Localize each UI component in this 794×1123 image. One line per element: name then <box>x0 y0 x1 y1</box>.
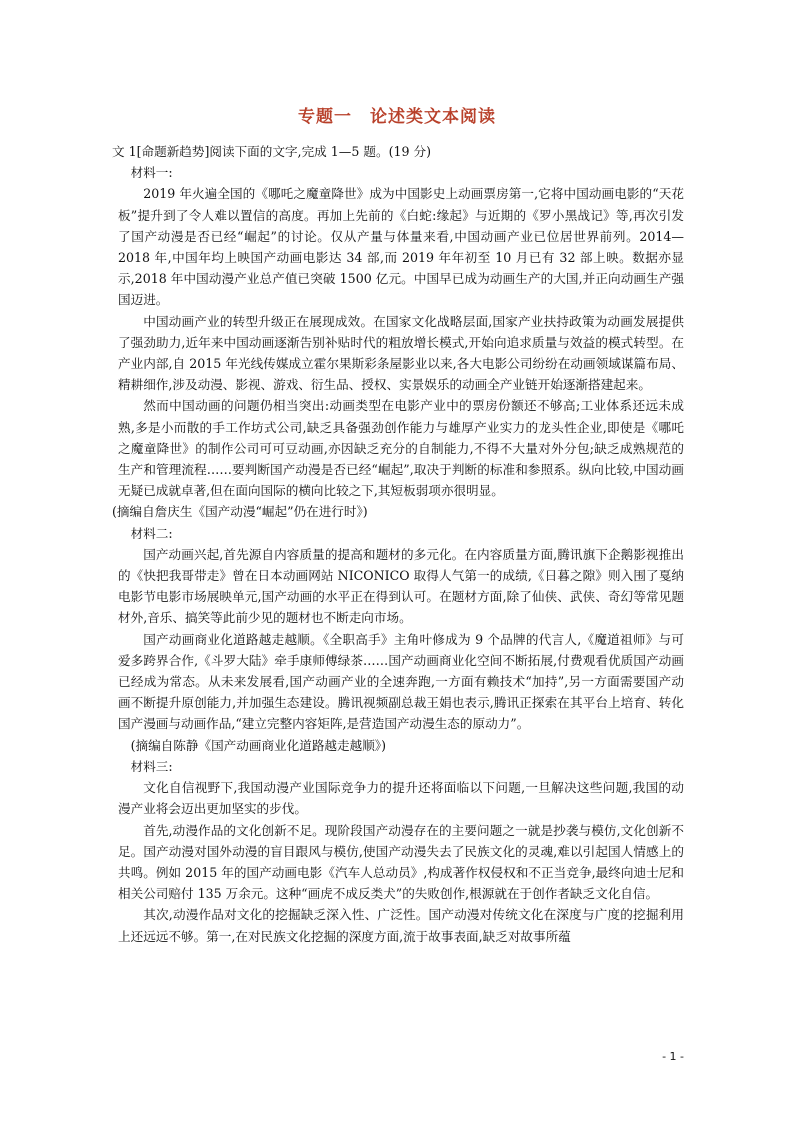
material-two-source: (摘编自陈静《国产动画商业化道路越走越顺》) <box>130 737 386 753</box>
material-three-label: 材料三: <box>130 758 173 774</box>
material-two-paragraph-1: 国产动画兴起,首先源自内容质量的提高和题材的多元化。在内容质量方面,腾讯旗下企鹅影视推出的《快把我哥带走》曾在日本动画网站 NICONICO 取得人气第一的成绩,《日暮之隙》则入围了戛纳电影节电影市场展映单元,国产动画的水平正在得到认可。在题材方面,除了仙侠、武侠、奇幻等常见题材外,音乐、搞笑等此前少见的题材也不断走向市场。 <box>118 546 684 626</box>
page-title: 专题一 论述类文本阅读 <box>298 107 496 127</box>
material-one-paragraph-2: 中国动画产业的转型升级正在展现成效。在国家文化战略层面,国家产业扶持政策为动画发展提供了强劲助力,近年来中国动画逐渐告别补贴时代的粗放增长模式,开始向追求质量与效益的模式转型。在产业内部,自 2015 年光线传媒成立霍尔果斯彩条屋影业以来,各大电影公司纷纷在动画领域谋篇布局、精耕细作,涉及动漫、影视、游戏、衍生品、授权、实景娱乐的动画全产业链开始逐渐搭建起来。 <box>118 313 684 393</box>
material-one-source: (摘编自詹庆生《国产动漫“崛起”仍在进行时》) <box>112 504 368 520</box>
material-three-paragraph-1: 文化自信视野下,我国动漫产业国际竞争力的提升还将面临以下问题,一旦解决这些问题,我国的动漫产业将会迈出更加坚实的步伐。 <box>118 780 684 817</box>
material-one-label: 材料一: <box>130 165 173 181</box>
page-number: - 1 - <box>662 1050 684 1063</box>
question-intro: 文 1[命题新趋势]阅读下面的文字,完成 1—5 题。(19 分) <box>112 144 432 159</box>
material-three-paragraph-3: 其次,动漫作品对文化的挖掘缺乏深入性、广泛性。国产动漫对传统文化在深度与广度的挖掘利用上还远远不够。第一,在对民族文化挖掘的深度方面,流于故事表面,缺乏对故事所蕴 <box>118 907 684 944</box>
article-body <box>112 141 684 947</box>
material-one-paragraph-3: 然而中国动画的问题仍相当突出:动画类型在电影产业中的票房份额还不够高;工业体系还远未成熟,多是小而散的手工作坊式公司,缺乏具备强劲创作能力与雄厚产业实力的龙头性企业,即使是《哪吒之魔童降世》的制作公司可可豆动画,亦因缺乏充分的自制能力,不得不大量对外分包;缺乏成熟规范的生产和管理流程……要判断国产动漫是否已经“崛起”,取决于判断的标准和参照系。纵向比较,中国动画无疑已成就卓著,但在面向国际的横向比较之下,其短板弱项亦很明显。 <box>118 398 684 499</box>
material-three-paragraph-2: 首先,动漫作品的文化创新不足。现阶段国产动漫存在的主要问题之一就是抄袭与模仿,文化创新不足。国产动漫对国外动漫的盲目跟风与模仿,使国产动漫失去了民族文化的灵魂,难以引起国人情感上的共鸣。例如 2015 年的国产动画电影《汽车人总动员》,构成著作权侵权和不正当竞争,最终向迪士尼和相关公司赔付 135 万余元。这种“画虎不成反类犬”的失败创作,根源就在于创作者缺乏文化自信。 <box>118 822 684 902</box>
material-two-label: 材料二: <box>130 525 173 541</box>
material-one-paragraph-1: 2019 年火遍全国的《哪吒之魔童降世》成为中国影史上动画票房第一,它将中国动画电影的“天花板”提升到了令人难以置信的高度。再加上先前的《白蛇:缘起》与近期的《罗小黑战记》等,再次引发了国产动漫是否已经“崛起”的讨论。仅从产量与体量来看,中国动画产业已位居世界前列。2014—2018 年,中国年均上映国产动画电影达 34 部,而 2019 年年初至 10 月已有 32 部上映。数据亦显示,2018 年中国动漫产业总产值已突破 1500 亿元。中国早已成为动画生产的大国,并正向动画生产强国迈进。 <box>118 186 684 308</box>
material-two-paragraph-2: 国产动画商业化道路越走越顺。《全职高手》主角叶修成为 9 个品牌的代言人,《魔道祖师》与可爱多跨界合作,《斗罗大陆》牵手康师傅绿茶……国产动画商业化空间不断拓展,付费观看优质国产动画已经成为常态。从未来发展看,国产动画产业的全速奔跑,一方面有赖技术“加持”,另一方面需要国产动画不断提升原创能力,并加强生态建设。腾讯视频副总裁王娟也表示,腾讯正探索在其平台上培育、转化国产漫画与动画作品,“建立完整内容矩阵,是营造国产动漫生态的原动力”。 <box>118 631 684 732</box>
